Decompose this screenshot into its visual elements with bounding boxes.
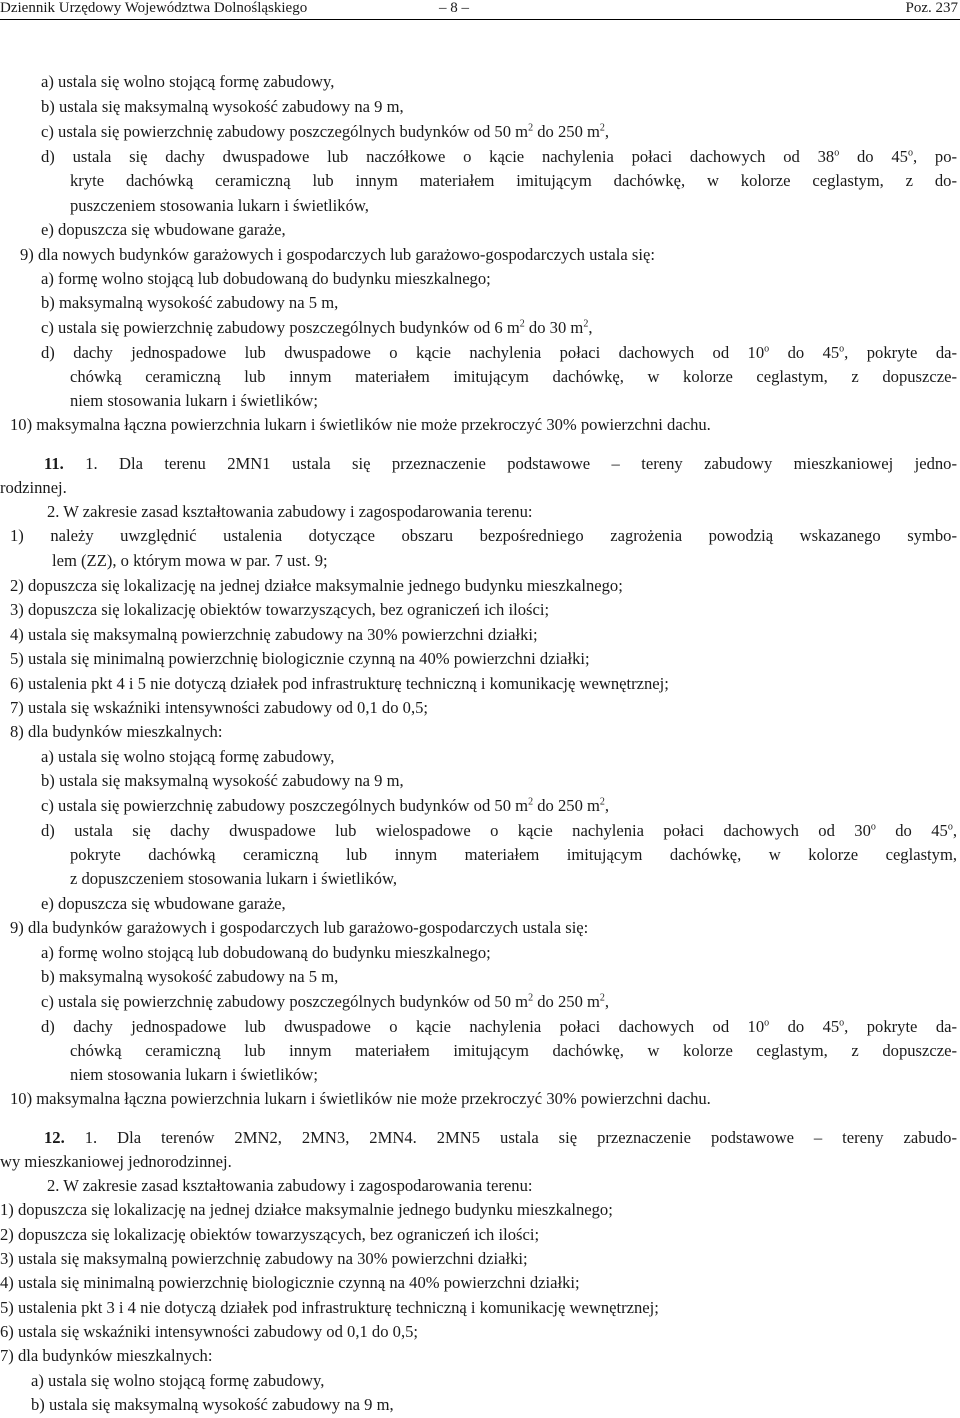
text-line-l45: 2. W zakresie zasad kształtowania zabudowy i zagospodarowania terenu: xyxy=(47,1176,533,1195)
text-line-l06: puszczeniem stosowania lukarn i świetlików, xyxy=(70,196,369,215)
text-line-l13: chówką ceramiczną lub innym materiałem imitującym dachówkę, w kolorze ceglastym, z dopuszcze- xyxy=(70,367,957,386)
page-header xyxy=(0,0,960,26)
text-line-l54: b) ustala się maksymalną wysokość zabudowy na 9 m, xyxy=(31,1395,394,1414)
text-line-l04: d) ustala się dachy dwuspadowe lub naczółkowe o kącie nachylenia połaci dachowych od 38$^o$ do 45$^o$, po- xyxy=(41,147,958,166)
text-line-l30: c) ustala się powierzchnię zabudowy poszczególnych budynków od 50 $m^2$ do 250 $m^2$, xyxy=(41,796,610,815)
text-line-l02: b) ustala się maksymalną wysokość zabudowy na 9 m, xyxy=(41,97,404,116)
text-line-l21: 2) dopuszcza się lokalizację na jednej działce maksymalnie jednego budynku mieszkalnego; xyxy=(10,576,623,595)
text-line-l41: niem stosowania lukarn i świetlików; xyxy=(70,1065,318,1084)
text-line-l14: niem stosowania lukarn i świetlików; xyxy=(70,391,318,410)
text-line-l26: 7) ustala się wskaźniki intensywności zabudowy od 0,1 do 0,5; xyxy=(10,698,429,717)
text-line-l47: 2) dopuszcza się lokalizację obiektów towarzyszących, bez ograniczeń ich ilości; xyxy=(0,1225,540,1244)
text-line-l40: chówką ceramiczną lub innym materiałem imitującym dachówkę, w kolorze ceglastym, z dopuszcze- xyxy=(70,1041,957,1060)
text-line-l18: 2. W zakresie zasad kształtowania zabudowy i zagospodarowania terenu: xyxy=(47,502,533,521)
text-line-l38: c) ustala się powierzchnię zabudowy poszczególnych budynków od 50 $m^2$ do 250 $m^2$, xyxy=(41,992,610,1011)
text-line-l52: 7) dla budynków mieszkalnych: xyxy=(0,1346,213,1365)
text-line-l05: kryte dachówką ceramiczną lub innym materiałem imitującym dachówkę, w kolorze ceglastym, z do- xyxy=(70,171,957,190)
text-line-l31: d) ustala się dachy dwuspadowe lub wielospadowe o kącie nachylenia połaci dachowych od 30$^o$ do 45$^o$, xyxy=(41,821,957,840)
text-line-l51: 6) ustala się wskaźniki intensywności zabudowy od 0,1 do 0,5; xyxy=(0,1322,419,1341)
text-line-l07: e) dopuszcza się wbudowane garaże, xyxy=(41,220,286,239)
text-line-l25: 6) ustalenia pkt 4 i 5 nie dotyczą działek pod infrastrukturę techniczną i komunikację wewnętrznej; xyxy=(10,674,669,693)
header-rule xyxy=(0,19,960,20)
text-line-l23: 4) ustala się maksymalną powierzchnię zabudowy na 30% powierzchni działki; xyxy=(10,625,538,644)
text-line-l34: e) dopuszcza się wbudowane garaże, xyxy=(41,894,286,913)
section-number: 12. xyxy=(44,1128,65,1147)
page-number: – 8 – xyxy=(439,0,469,16)
text-line-l08: 9) dla nowych budynków garażowych i gospodarczych lub garażowo-gospodarczych ustala się: xyxy=(20,245,655,264)
text-line-l12: d) dachy jednospadowe lub dwuspadowe o kącie nachylenia połaci dachowych od 10$^o$ do 45$^o$, pokryte da- xyxy=(41,343,958,362)
position-number: Poz. 237 xyxy=(905,0,958,16)
text-line-l20: lem (ZZ), o którym mowa w par. 7 ust. 9; xyxy=(52,551,328,570)
text-line-l49: 4) ustala się minimalną powierzchnię biologicznie czynną na 40% powierzchni działki; xyxy=(0,1273,580,1292)
text-line-l10: b) maksymalną wysokość zabudowy na 5 m, xyxy=(41,293,339,312)
text-line-l29: b) ustala się maksymalną wysokość zabudowy na 9 m, xyxy=(41,771,404,790)
text-line-l11: c) ustala się powierzchnię zabudowy poszczególnych budynków od 6 $m^2$ do 30 $m^2$, xyxy=(41,318,593,337)
text-line-l22: 3) dopuszcza się lokalizację obiektów towarzyszących, bez ograniczeń ich ilości; xyxy=(10,600,550,619)
text-line-l48: 3) ustala się maksymalną powierzchnię zabudowy na 30% powierzchni działki; xyxy=(0,1249,528,1268)
text-line-l35: 9) dla budynków garażowych i gospodarczych lub garażowo-gospodarczych ustala się: xyxy=(10,918,589,937)
text-line-l33: z dopuszczeniem stosowania lukarn i świetlików, xyxy=(70,869,398,888)
text-line-l16: 11. 1. Dla terenu 2MN1 ustala się przeznaczenie podstawowe – tereny zabudowy mieszkaniowej jedno- xyxy=(44,454,957,473)
text-line-l42: 10) maksymalna łączna powierzchnia lukarn i świetlików nie może przekroczyć 30% powierzchni dachu. xyxy=(10,1089,711,1108)
text-line-l27: 8) dla budynków mieszkalnych: xyxy=(10,722,223,741)
text-line-l43: 12. 1. Dla terenów 2MN2, 2MN3, 2MN4. 2MN5 ustala się przeznaczenie podstawowe – tereny zabudo- xyxy=(44,1128,957,1147)
text-line-l50: 5) ustalenia pkt 3 i 4 nie dotyczą działek pod infrastrukturę techniczną i komunikację wewnętrznej; xyxy=(0,1298,659,1317)
text-line-l03: c) ustala się powierzchnię zabudowy poszczególnych budynków od 50 $m^2$ do 250 $m^2$, xyxy=(41,122,610,141)
text-line-l09: a) formę wolno stojącą lub dobudowaną do budynku mieszkalnego; xyxy=(41,269,491,288)
text-line-l53: a) ustala się wolno stojącą formę zabudowy, xyxy=(31,1371,325,1390)
text-line-l28: a) ustala się wolno stojącą formę zabudowy, xyxy=(41,747,335,766)
text-line-l32: pokryte dachówką ceramiczną lub innym materiałem imitującym dachówkę, w kolorze ceglastym, xyxy=(70,845,957,864)
text-line-l15: 10) maksymalna łączna powierzchnia lukarn i świetlików nie może przekroczyć 30% powierzchni dachu. xyxy=(10,415,711,434)
text-line-l19: 1) należy uwzględnić ustalenia dotyczące obszaru bezpośredniego zagrożenia powodzią wskazanego symbo- xyxy=(10,526,957,545)
section-number: 11. xyxy=(44,454,64,473)
text-line-l01: a) ustala się wolno stojącą formę zabudowy, xyxy=(41,72,335,91)
text-line-l17: rodzinnej. xyxy=(0,478,67,497)
text-line-l37: b) maksymalną wysokość zabudowy na 5 m, xyxy=(41,967,339,986)
text-line-l46: 1) dopuszcza się lokalizację na jednej działce maksymalnie jednego budynku mieszkalnego; xyxy=(0,1200,613,1219)
text-line-l36: a) formę wolno stojącą lub dobudowaną do budynku mieszkalnego; xyxy=(41,943,491,962)
text-line-l44: wy mieszkaniowej jednorodzinnej. xyxy=(0,1152,232,1171)
journal-title: Dziennik Urzędowy Województwa Dolnośląskiego xyxy=(0,0,308,16)
text-line-l24: 5) ustala się minimalną powierzchnię biologicznie czynną na 40% powierzchni działki; xyxy=(10,649,590,668)
text-line-l39: d) dachy jednospadowe lub dwuspadowe o kącie nachylenia połaci dachowych od 10$^o$ do 45$^o$, pokryte da- xyxy=(41,1017,958,1036)
